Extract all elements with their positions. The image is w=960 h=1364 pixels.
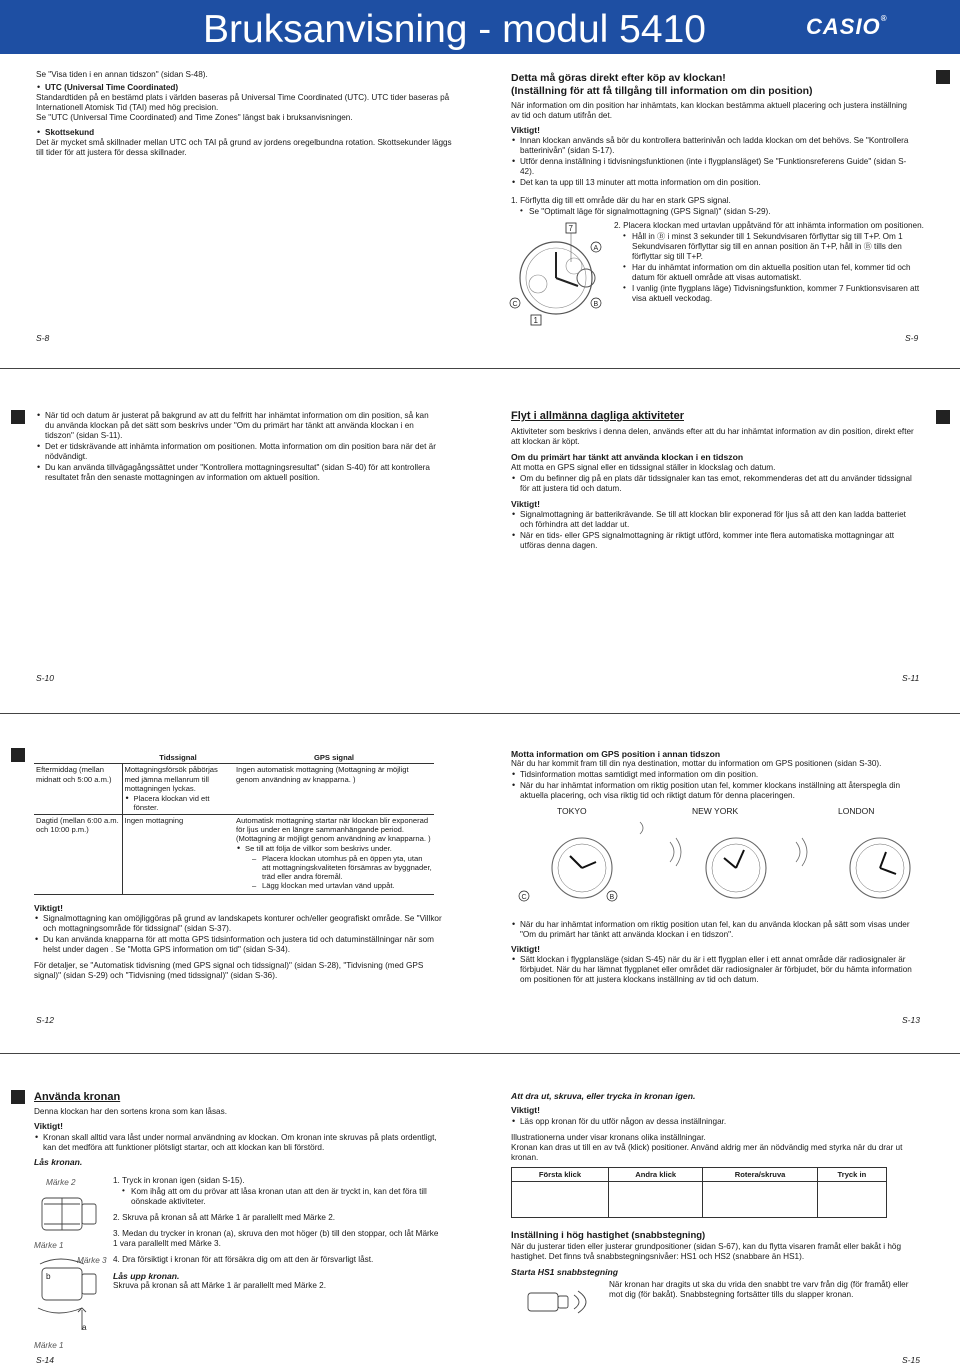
detail-ref: För detaljer, se "Automatisk tidvisning (med GPS signal och tidssignal)" (sidan S-28), "Tidvisning (med GPS signal)" (sidan S-29) och "Tidvisning (med tidssignal)" (sidan S-36). [34, 960, 424, 980]
paragraph: Denna klockan har den sortens krona som kan låsas. [34, 1107, 227, 1117]
crown-rotation-diagram [518, 1287, 608, 1317]
bullet: • Sätt klockan i flygplansläge (sidan S-45) när du är i ett flygplan eller i ett annat område där radiosignaler är förbjudet. När du har lämnat flygplanet eller området där radiosignaler är förbjudet, bör du hämta information om positionen för att justera klockans inställning av tid och datum. [511, 955, 921, 985]
unlock-text: Skruva på kronan så att Märke 1 är parallellt med Märke 2. [113, 1281, 326, 1291]
page-s13-lower [511, 919, 921, 985]
col-forsta-klick: Första klick [512, 1167, 609, 1181]
page-marker [936, 70, 950, 84]
document-title: Bruksanvisning - modul 5410 [203, 8, 706, 51]
section-heading: Använda kronan [34, 1091, 121, 1103]
page-s10 [36, 410, 440, 483]
important-label: Viktigt! [511, 1105, 540, 1116]
step-1-bullet: • Kom ihåg att om du prövar att låsa kronan utan att den är tryckt in, kan det föra till oönskade aktiviteter. [113, 1187, 443, 1207]
page-marker [11, 748, 25, 762]
page-s9-step2 [614, 221, 924, 304]
bullet: • Det kan ta upp till 13 minuter att motta information om din position. [511, 178, 911, 188]
utc-ref: Se "UTC (Universal Time Coordinated) and Time Zones" längst bak i bruksanvisningen. [36, 113, 353, 122]
cell-dash: – Placera klockan utomhus på en öppen yta, utan att mottagningskvaliteten försämras av byggnader, träd eller andra föremål. [236, 854, 432, 882]
page-s9 [511, 72, 911, 217]
header-banner [0, 0, 960, 54]
page-number: S-13 [902, 1015, 920, 1025]
step-1: 1. Förflytta dig till ett område där du har en stark GPS signal. [511, 196, 731, 206]
col-andra-klick: Andra klick [609, 1167, 703, 1181]
section-heading: Flyt i allmänna dagliga aktiviteter [511, 410, 684, 422]
svg-text:C: C [512, 301, 518, 308]
cell-text: Automatisk mottagning startar när klockan blir exponerad för ljus under en längre sammanhängande period. (Mottagning är möjligt genom användning av knapparna. ) [236, 815, 431, 843]
unlock-title: Lås upp kronan. [113, 1271, 180, 1281]
watch-diagram-cities [510, 812, 920, 904]
paragraph: När du justerar tiden eller justerar grundpositioner (sidan S-67), kan du flytta visaren framåt eller bakåt i hög hastighet. Det finns två snabbstegningsnivåer: HS1 och HS2 (snabbare än HS1). [511, 1241, 902, 1261]
row-label: Dagtid (mellan 6:00 a.m. och 10:00 p.m.) [34, 814, 122, 894]
skott-title: Skottsekund [45, 128, 95, 137]
page-number: S-9 [905, 333, 919, 343]
bullet: • Tidsinformation mottas samtidigt med information om din position. [511, 770, 921, 780]
cell-bullet: • Placera klockan vid ett fönster. [125, 794, 233, 813]
svg-text:B: B [609, 894, 615, 901]
bullet: • Kronan skall alltid vara låst under normal användning av klockan. Om kronan inte skruvas på plats ordentligt, kan det medföra att funktioner plötsligt startar, och att klockan kan bli förstörd. [34, 1133, 449, 1153]
label-marke-1: Märke 1 [34, 1241, 64, 1250]
step-4: 4. Dra försiktigt i kronan för att försäkra dig om att den är försvarligt låst. [113, 1255, 374, 1264]
hs1-text: När kronan har dragits ut ska du vrida den snabbt tre varv från dig (för framåt) eller mot dig (för bakåt). Snabbstegning fortsätter tills du slapper kronan. [609, 1280, 909, 1300]
bullet: • Du kan använda tillvägagångssättet under "Kontrollera mottagningsresultat" (sidan S-40) för att kontrollera resultatet från den senaste mottagningen av information om aktuell position. [36, 463, 440, 483]
cell-dash: – Lägg klockan med urtavlan vänd uppåt. [236, 881, 432, 890]
city-new-york: NEW YORK [692, 806, 739, 816]
page-s15 [511, 1091, 923, 1300]
col-rotera-skruva: Rotera/skruva [703, 1167, 817, 1181]
svg-text:7: 7 [568, 224, 573, 233]
step-2: 2. Skruva på kronan så att Märke 1 är parallellt med Märke 2. [113, 1213, 336, 1222]
crown-illustration [609, 1182, 703, 1218]
section-heading: Detta må göras direkt efter köp av klockan! [511, 72, 726, 84]
crown-positions-table [511, 1167, 887, 1218]
lock-steps [113, 1176, 443, 1291]
important-label: Viktigt! [511, 944, 540, 954]
label-marke-3: Märke 3 [77, 1256, 107, 1265]
col-tryck-in: Tryck in [817, 1167, 886, 1181]
crown-diagram [34, 1190, 112, 1338]
bullet: • Det er tidskrävande att inhämta information om positionen. Motta information om din position bara när det är nödvändigt. [36, 442, 440, 462]
bullet: • Du kan använda knapparna för att motta GPS tidsinformation och justera tid och datuminställningar när som helst under dagen . Se "Motta GPS information om tid" (sidan S-34). [34, 935, 444, 955]
subheading: Inställning i hög hastighet (snabbstegning) [511, 1230, 706, 1242]
cell-text: Mottagningsförsök påbörjas med jämna mellanrum till mottagningen lyckas. [124, 765, 218, 793]
paragraph: Illustrationerna under visar kronans olika inställningar. [511, 1132, 706, 1142]
page-separator [0, 368, 960, 369]
step-3: 3. Medan du trycker in kronan (a), skruva den mot höger (b) till den stoppar, och låt Märke 1 vara parallellt med Märke 3. [113, 1229, 439, 1248]
svg-text:B: B [593, 301, 599, 308]
subheading: Om du primärt har tänkt att använda klockan i en tidszon [511, 452, 744, 463]
bullet: • När tid och datum är justerat på bakgrund av att du felfritt har inhämtat information om din position, så kan du använda klockan på det sätt som beskrivs under "Om du primärt har tänkt att använda klockan i en tidszon" (sidan S-11). [36, 411, 440, 441]
col-gps: GPS signal [234, 752, 434, 764]
intro-ref: Se "Visa tiden i en annan tidszon" (sidan S-48). [36, 70, 208, 79]
bullet: • Om du befinner dig på en plats där tidssignaler kan tas emot, rekommenderas det att du använder tidssignal för att justera tid och datum. [511, 474, 919, 494]
step-2-bullet: • I vanlig (inte flygplans läge) Tidvisningsfunktion, kommer 7 Funktionsvisaren att visa aktuell veckodag. [614, 284, 924, 304]
page-marker [11, 410, 25, 424]
paragraph: När information om din position har inhämtats, kan klockan bestämma aktuell placering och justera inställning av tid och datum utifrån det. [511, 100, 907, 120]
section-heading: Motta information om GPS position i annan tidszon [511, 749, 721, 759]
hs1-title: Starta HS1 snabbstegning [511, 1266, 618, 1277]
page-s13 [511, 749, 921, 801]
casio-logo: CASIO® [806, 14, 888, 39]
step-1: 1. Tryck in kronan igen (sidan S-15). [113, 1176, 245, 1185]
important-label: Viktigt! [34, 1121, 63, 1132]
bullet: • Signalmottagning kan omöjliggöras på grund av landskapets konturer och/eller geografiskt område. Se "Villkor och mottagningsområde för tidssignal" (sidan S-37). [34, 914, 444, 934]
row-label: Eftermiddag (mellan midnatt och 5:00 a.m.) [34, 764, 122, 814]
important-label: Viktigt! [34, 902, 63, 913]
page-number: S-15 [902, 1355, 920, 1364]
page-s11 [511, 410, 919, 551]
crown-illustration [512, 1182, 609, 1218]
skott-text: Det är mycket små skillnader mellan UTC och TAI på grund av jordens oregelbundna rotation. Skottsekunder läggs till tider för att justera för dessa skillnader. [36, 138, 452, 157]
page-number: S-10 [36, 673, 54, 683]
label-b: b [46, 1272, 51, 1281]
utc-title: UTC (Universal Time Coordinated) [45, 83, 179, 92]
important-label: Viktigt! [511, 498, 540, 509]
page-s12 [34, 752, 444, 981]
section-heading: Att dra ut, skruva, eller trycka in kronan igen. [511, 1091, 696, 1101]
paragraph: Kronan kan dras ut till en av två (klick) positioner. Använd aldrig mer än nödvändig med styrka när du drar ut kronan. [511, 1142, 903, 1162]
col-tidssignal: Tidssignal [122, 752, 234, 764]
svg-text:1: 1 [533, 316, 538, 325]
lock-title: Lås kronan. [34, 1156, 83, 1167]
paragraph: Aktiviteter som beskrivs i denna delen, används efter att du har inhämtat information av din position, direkt efter att klockan är köpt. [511, 427, 914, 447]
crown-illustration [817, 1182, 886, 1218]
section-subheading: (Inställning för att få tillgång till information om din position) [511, 84, 813, 97]
bullet: • När du har inhämtat information om riktig position utan fel, kan du använda klockan på sätt som visas under "Om du primärt har tänkt att använda klockan i en tidszon". [511, 920, 921, 940]
bullet: • Signalmottagning är batterikrävande. Se till att klockan blir exponerad för ljus så att den kan ladda batteriet och förhindra att det laddar ut. [511, 510, 919, 530]
city-tokyo: TOKYO [557, 806, 587, 816]
step-2-bullet: • Håll in Ⓑ i minst 3 sekunder till 1 Sekundvisaren förflyttar sig till T+P. Om 1 Sekundvisaren förflyttar sig till en annan position än T+P, håll in Ⓑ tills den förflyttar sig till T+P. [614, 232, 924, 262]
label-a: a [82, 1323, 87, 1332]
watch-diagram [508, 222, 618, 327]
svg-text:A: A [593, 245, 599, 252]
page-number: S-14 [36, 1355, 54, 1364]
page-number: S-11 [902, 673, 920, 683]
svg-text:C: C [521, 894, 527, 901]
step-2-bullet: • Har du inhämtat information om din aktuella position utan fel, kommer tid och datum för aktuell område att visas automatiskt. [614, 263, 924, 283]
label-marke-2: Märke 2 [46, 1178, 76, 1187]
bullet: • När du har inhämtat information om riktig position utan fel, kommer klockans inställning att återspegla din aktuella placering, och visa riktig tid och riktigt datum för denna placeringen. [511, 781, 921, 801]
utc-text: Standardtiden på en bestämd plats i världen baseras på Universal Time Coordinated (UTC). UTC tider baseras på Internationell Atomisk Tid (TAI) med hög precision. [36, 93, 450, 112]
cell-text: Ingen automatisk mottagning (Mottagning är möjligt genom användning av knapparna. ) [234, 764, 434, 814]
crown-illustration [703, 1182, 817, 1218]
bullet: • Utför denna inställning i tidvisningsfunktionen (inte i flygplansläget) Se "Funktionsreferens Guide" (sidan S-42). [511, 157, 911, 177]
cell-bullet: • Se till att följa de villkor som beskrivs under. [236, 844, 432, 853]
page-marker [11, 1090, 25, 1104]
page-number: S-12 [36, 1015, 54, 1025]
signal-table [34, 752, 434, 895]
step-1-bullet: • Se "Optimalt läge för signalmottagning (GPS Signal)" (sidan S-29). [511, 207, 911, 217]
page-number: S-8 [36, 333, 50, 343]
page-separator [0, 713, 960, 714]
page-s8 [36, 70, 456, 158]
paragraph: Att motta en GPS signal eller en tidssignal ställer in klockslag och datum. [511, 462, 776, 472]
important-label: Viktigt! [511, 124, 540, 135]
cell-text: Ingen mottagning [122, 814, 234, 894]
city-london: LONDON [838, 806, 875, 816]
step-2: 2. Placera klockan med urtavlan uppåtvänd för att inhämta information om positionen. [614, 221, 924, 230]
page-marker [936, 410, 950, 424]
label-marke-1-bottom: Märke 1 [34, 1341, 64, 1350]
paragraph: När du har kommit fram till din nya destination, mottar du information om GPS positionen (sidan S-30). [511, 759, 882, 769]
page-s14 [34, 1091, 449, 1167]
bullet: • Innan klockan används så bör du kontrollera batterinivån och ladda klockan om det behövs. Se "Kontrollera batterinivån" (sidan S-17). [511, 136, 911, 156]
bullet: • När en tids- eller GPS signalmottagning är riktigt utförd, kommer inte flera automatiska mottagningar att utföras denna dagen. [511, 531, 919, 551]
page-separator [0, 1053, 960, 1054]
bullet: • Läs opp kronan för du utför någon av dessa inställningar. [511, 1117, 923, 1127]
